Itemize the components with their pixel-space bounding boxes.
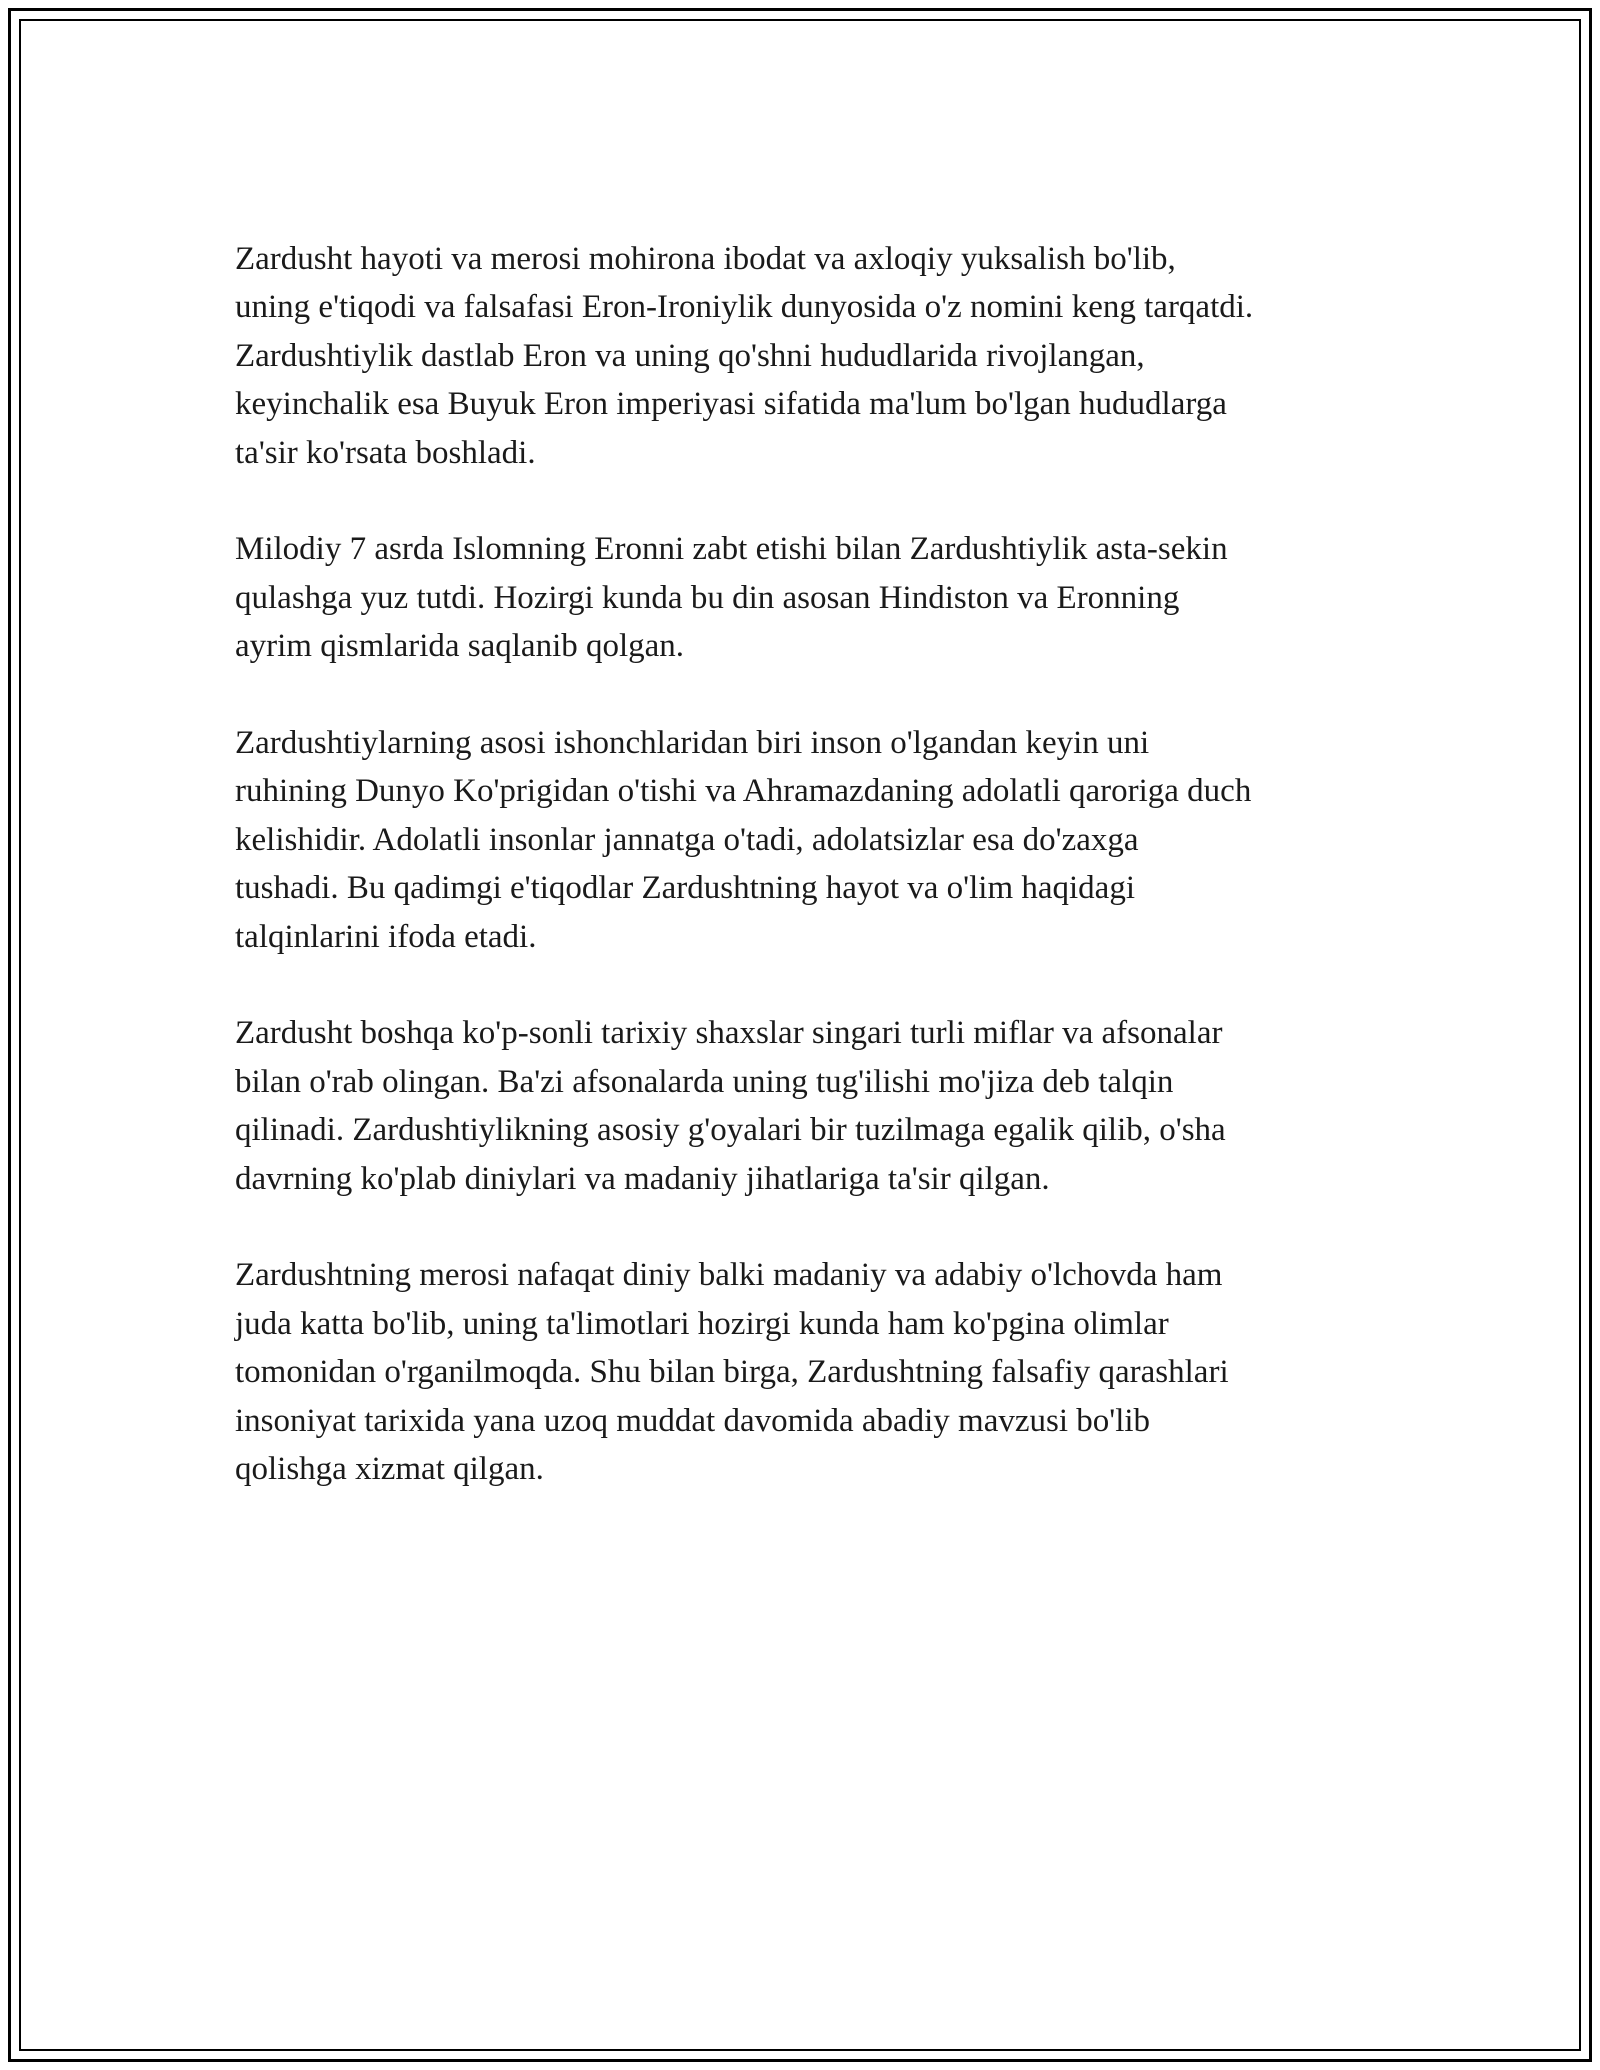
paragraph-4: Zardusht boshqa ko'p-sonli tarixiy shaxslar singari turli miflar va afsonalar bilan o'rab olingan. Ba'zi afsonalarda uning tug'ilishi mo'jiza deb talqin qilinadi. Zardushtiylikning asosiy g'oyalari bir tuzilmaga egalik qilib, o'sha davrning ko'plab diniylari va madaniy jihatlariga ta'sir qilgan. xyxy=(235,1015,1226,1197)
paragraph-1: Zardusht hayoti va merosi mohirona ibodat va axloqiy yuksalish bo'lib, uning e'tiqodi va falsafasi Eron-Ironiylik dunyosida o'z nomini keng tarqatdi. Zardushtiylik dastlab Eron va uning qo'shni hududlarida rivojlangan, keyinchalik esa Buyuk Eron imperiyasi sifatida ma'lum bo'lgan hududlarga ta'sir ko'rsata boshladi. xyxy=(235,241,1254,471)
paragraph-3: Zardushtiylarning asosi ishonchlaridan biri inson o'lgandan keyin uni ruhining Dunyo Ko'prigidan o'tishi va Ahramazdaning adolatli qaroriga duch kelishidir. Adolatli insonlar jannatga o'tadi, adolatsizlar esa do'zaxga tushadi. Bu qadimgi e'tiqodlar Zardushtning hayot va o'lim haqidagi talqinlarini ifoda etadi. xyxy=(235,725,1252,955)
document-body xyxy=(235,235,1375,1542)
paragraph-5: Zardushtning merosi nafaqat diniy balki madaniy va adabiy o'lchovda ham juda katta bo'lib, uning ta'limotlari hozirgi kunda ham ko'pgina olimlar tomonidan o'rganilmoqda. Shu bilan birga, Zardushtning falsafiy qarashlari insoniyat tarixida yana uzoq muddat davomida abadiy mavzusi bo'lib qolishga xizmat qilgan. xyxy=(235,1257,1229,1488)
paragraph-2: Milodiy 7 asrda Islomning Eronni zabt etishi bilan Zardushtiylik asta-sekin qulashga yuz tutdi. Hozirgi kunda bu din asosan Hindiston va Eronning ayrim qismlarida saqlanib qolgan. xyxy=(235,531,1228,665)
